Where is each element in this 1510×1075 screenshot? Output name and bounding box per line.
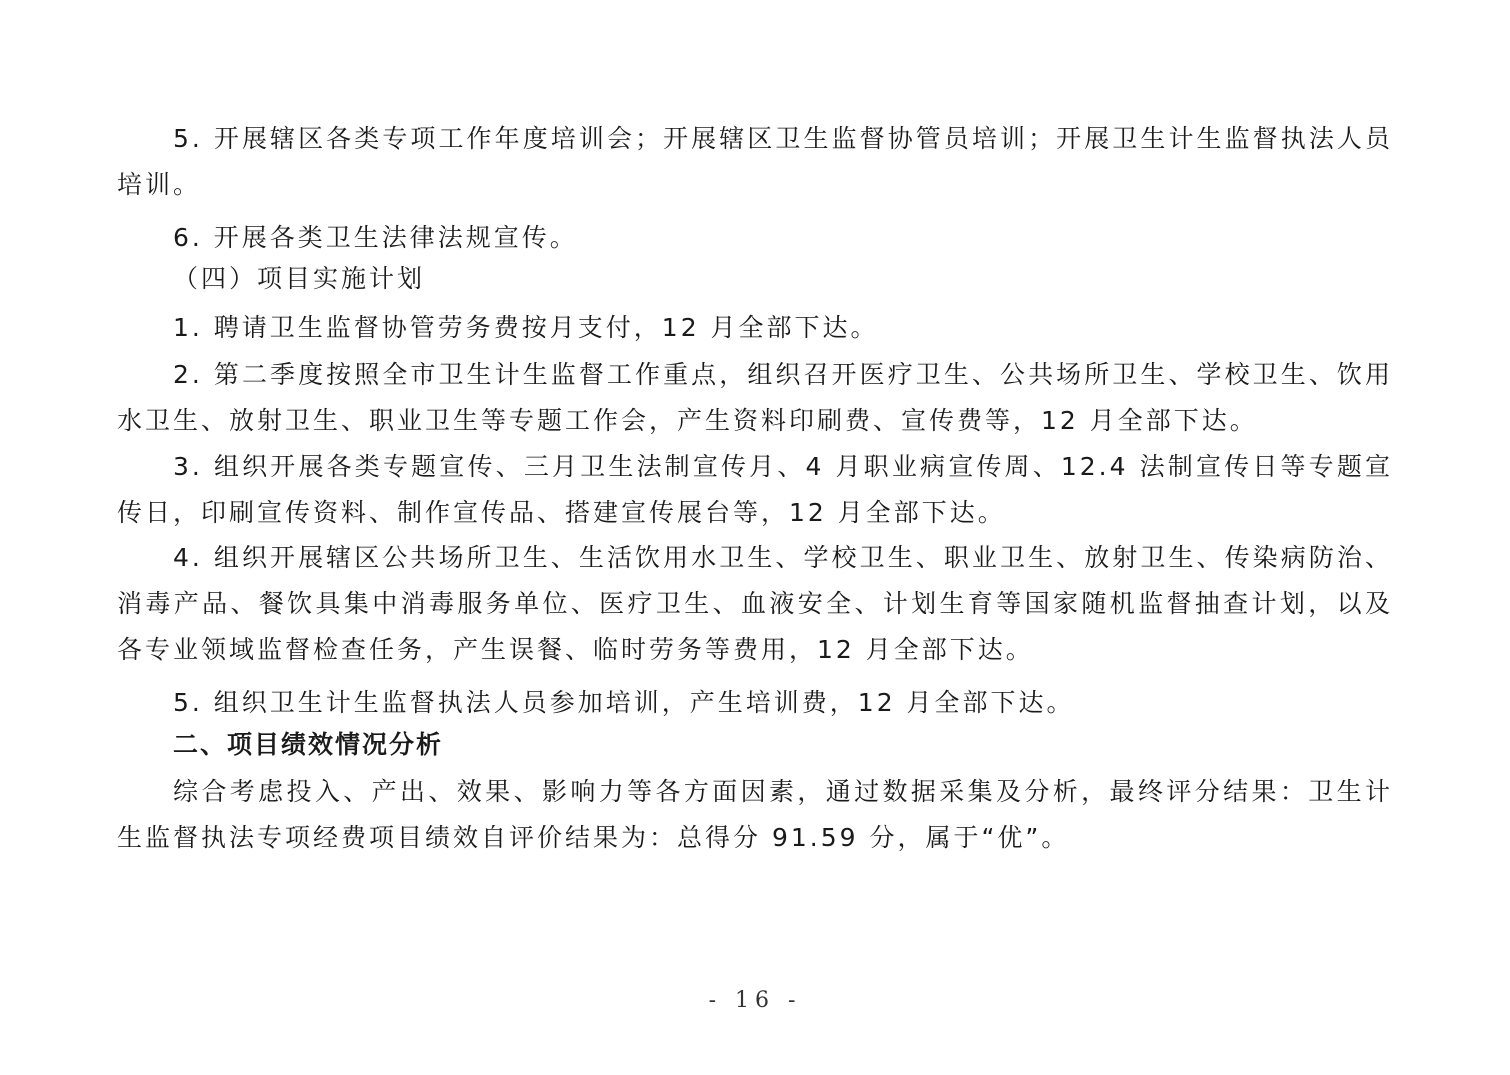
paragraph-plan-4: 4. 组织开展辖区公共场所卫生、生活饮用水卫生、学校卫生、职业卫生、放射卫生、传染病防治、消毒产品、餐饮具集中消毒服务单位、医疗卫生、血液安全、计划生育等国家随机监督抽查计划，以及各专业领域监督检查任务，产生误餐、临时劳务等费用，12 月全部下达。: [117, 543, 1393, 664]
paragraph-performance-result: 综合考虑投入、产出、效果、影响力等各方面因素，通过数据采集及分析，最终评分结果：卫生计生监督执法专项经费项目绩效自评价结果为：总得分 91.59 分，属于“优”。: [117, 777, 1393, 852]
section-heading-performance-analysis: 二、项目绩效情况分析: [173, 730, 444, 759]
paragraph-plan-5: 5. 组织卫生计生监督执法人员参加培训，产生培训费，12 月全部下达。: [173, 688, 1075, 717]
page-number: - 16 -: [708, 988, 802, 1013]
paragraph-plan-3: 3. 组织开展各类专题宣传、三月卫生法制宣传月、4 月职业病宣传周、12.4 法制宣传日等专题宣传日，印刷宣传资料、制作宣传品、搭建宣传展台等，12 月全部下达。: [117, 452, 1393, 527]
paragraph-publicity: 6. 开展各类卫生法律法规宣传。: [173, 223, 578, 252]
paragraph-plan-1: 1. 聘请卫生监督协管劳务费按月支付，12 月全部下达。: [173, 313, 879, 342]
paragraph-training: 5. 开展辖区各类专项工作年度培训会；开展辖区卫生监督协管员培训；开展卫生计生监督执法人员培训。: [117, 124, 1393, 199]
section-heading-implementation-plan: （四）项目实施计划: [173, 264, 426, 293]
paragraph-plan-2: 2. 第二季度按照全市卫生计生监督工作重点，组织召开医疗卫生、公共场所卫生、学校卫生、饮用水卫生、放射卫生、职业卫生等专题工作会，产生资料印刷费、宣传费等，12 月全部下达。: [117, 360, 1393, 435]
